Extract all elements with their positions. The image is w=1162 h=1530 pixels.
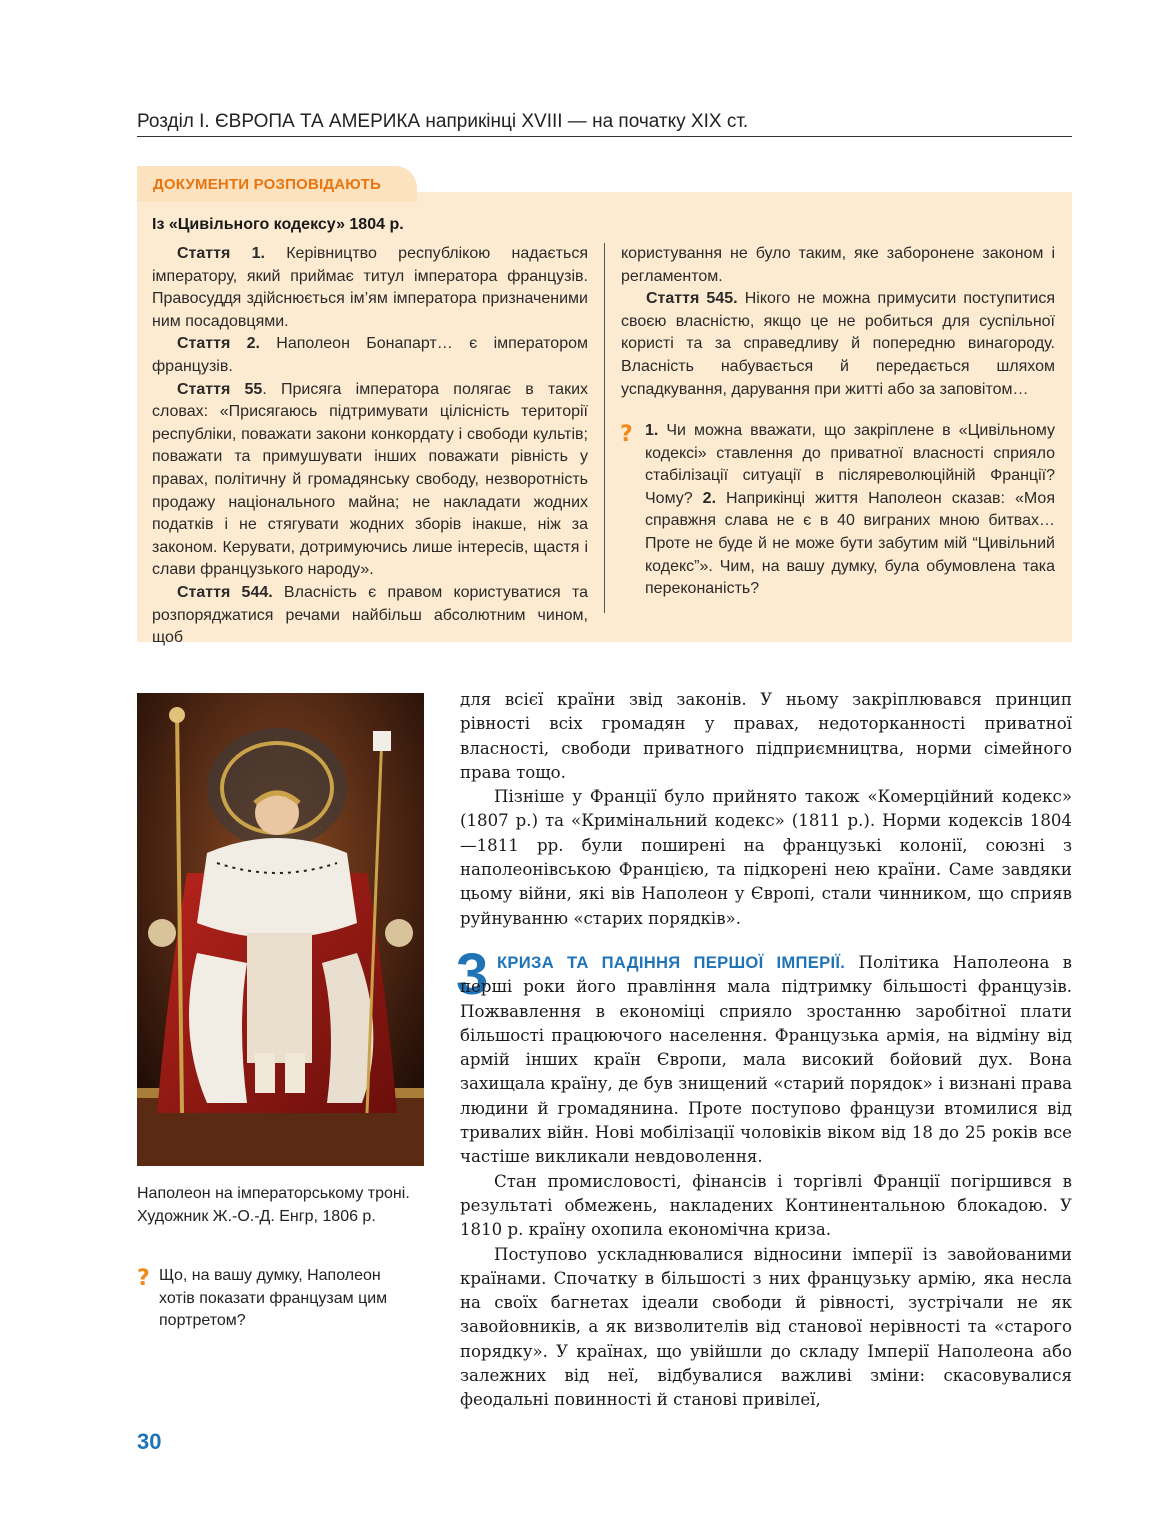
paragraph-1: для всієї країни звід законів. У ньому закріплювався принцип рівності всіх громадян у правах, недоторканності приватної власності, свободи приватного підприємництва, норми сімейного права тощо. [460, 690, 1072, 782]
page-header: Розділ I. ЄВРОПА ТА АМЕРИКА наприкінці XVIII — на початку XIX ст. [137, 108, 1072, 137]
section-title: КРИЗА ТА ПАДІННЯ ПЕРШОЇ ІМПЕРІЇ. [497, 953, 846, 972]
column-divider [604, 243, 605, 613]
paragraph-2: Пізніше у Франції було прийнято також «Комерційний кодекс» (1807 р.) та «Кримінальний кодекс» (1811 р.). Норми кодексів 1804—1811 рр. були поширені на французькі колонії, союзні з наполеонівською Францією, та підкорені нею країни. Саме завдяки цьому війни, які вів Наполеон у Європі, стали чинником, що сприяв руйнуванню «старих порядків». [460, 787, 1072, 928]
document-questions: 1. Чи можна вважати, що закріплене в «Цивільному кодексі» ставлення до приватної власності сприяло стабілізації ситуації в післяреволюційній Франції? Чому? 2. Наприкінці життя Наполеон сказав: «Моя справжня слава не є в 40 виграних мною битвах… Проте не буде й не може бути забутим мій “Цивільний кодекс”». Чим, на вашу думку, була обумовлена така переконаність? [645, 422, 1055, 598]
figure-question: Що, на вашу думку, Наполеон хотів показати французам цим портретом? [159, 1267, 388, 1330]
section-number: 3 [456, 942, 489, 1007]
documents-left-column [152, 243, 588, 650]
documents-heading: Із «Цивільного кодексу» 1804 р. [152, 216, 404, 233]
documents-right-column [621, 243, 1055, 401]
main-text-lower [460, 951, 1072, 1413]
article-2: Стаття 2. Наполеон Бонапарт… є імператором французів. [152, 335, 588, 375]
portrait-illustration [137, 693, 424, 1166]
paragraph-5: Поступово ускладнювалися відносини імперії із завойованими країнами. Спочатку в більшості з них французьку армію, яка несла на своїх багнетах ідеали свободи й рівності, зустрічали не як завойовників, а як визволителів від станової нерівності та «старого порядку». У країнах, що увійшли до складу Імперії Наполеона або залежних від неї, відбувалися важливі зміни: скасовувалися феодальні повинності й станові привілеї, [460, 1244, 1072, 1410]
article-544: Стаття 544. Власність є правом користуватися та розпоряджатися речами найбільш абсолютним чином, щоб [152, 583, 588, 647]
paragraph-4: Стан промисловості, фінансів і торгівлі Франції погіршився в результаті обмежень, накладених Континентальною блокадою. У 1810 р. країну охопила економічна криза. [460, 1171, 1072, 1240]
article-55: Стаття 55. Присяга імператора полягає в таких словах: «Присягаюсь підтримувати цілісність території республіки, поважати закони конкордату і свободи культів; поважати та примушувати інших поважати рівність у правах, політичну й громадянську свободу, незворотність продажу національного майна; не накладати жодних податків і не стягувати жодних зборів інакше, ніж за законом. Керувати, дотримуючись лише інтересів, щастя і слави французького народу». [152, 380, 589, 579]
article-1: Стаття 1. Керівництво республікою надається імператору, який приймає титул імператора французів. Правосуддя здійснюється ім’ям імператора призначеними ним посадовцями. [152, 245, 588, 330]
figure-question-mark-icon: ? [137, 1266, 150, 1291]
main-text-upper [460, 688, 1072, 931]
napoleon-portrait-image [137, 693, 424, 1166]
page-number: 30 [137, 1429, 162, 1454]
article-544-continuation: користування не було таким, яке заборонене законом і регламентом. [621, 245, 1055, 285]
paragraph-3: КРИЗА ТА ПАДІННЯ ПЕРШОЇ ІМПЕРІЇ. Політика Наполеона в перші роки його правління мала підтримку більшості французів. Пожвавлення в економіці сприяло зростанню заробітної плати більшості працюючого населення. Французька армія, на відміну від армій інших країн Європи, мала високий бойовий дух. Вона захищала країну, де був знищений «старий порядок» і визнані права людини й громадянина. Проте поступово французи втомилися від тривалих війн. Нові мобілізації чоловіків віком від 18 до 25 років все частіше викликали невдоволення. [460, 953, 1073, 1167]
question-mark-icon: ? [620, 422, 633, 447]
documents-tab-label: ДОКУМЕНТИ РОЗПОВІДАЮТЬ [137, 166, 417, 202]
article-545: Стаття 545. Нікого не можна примусити поступитися своєю власністю, якщо це не робиться для суспільної користі та за справедливу й попередню винагороду. Власність набувається й передається шляхом успадкування, дарування при житті або за заповітом… [621, 290, 1055, 398]
figure-caption: Наполеон на імператорському троні. Художник Ж.-О.-Д. Енгр, 1806 р. [137, 1185, 410, 1225]
